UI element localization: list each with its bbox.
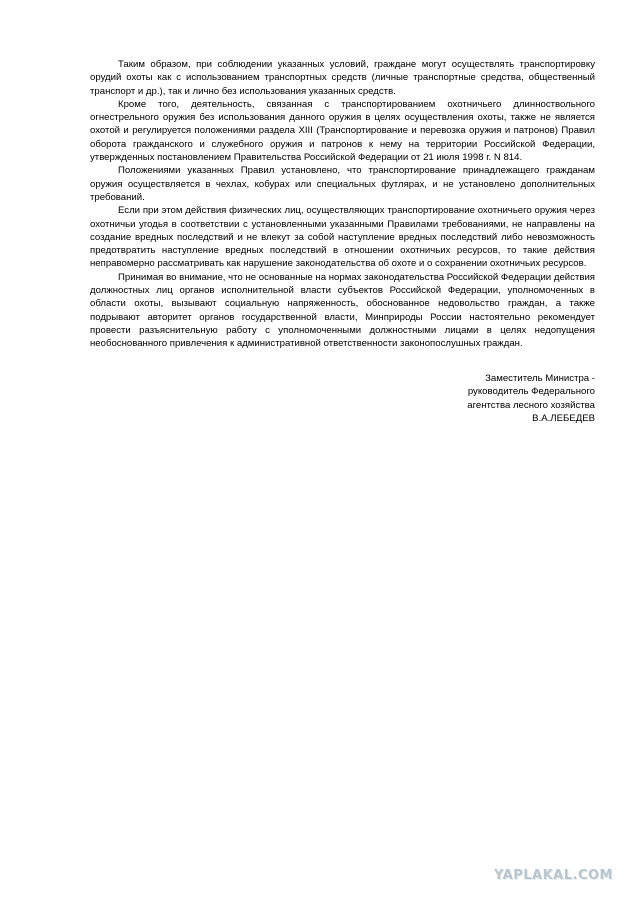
paragraph-hunting-grounds: Если при этом действия физических лиц, осуществляющих транспортирование охотничьего оружия через охотничьи угодья в соответствии с установленными указанными Правилами требованиями, не направлены на создание вредных последствий и не влекут за собой наступление вредных последствий либо невозможность предотвратить наступление вредных последствий в отношении охотничьих ресурсов, то такие действия неправомерно рассматривать как нарушение законодательства об охоте и о сохранении охотничьих ресурсов. bbox=[90, 205, 595, 270]
signature-block bbox=[467, 372, 595, 425]
signature-title-line-3: агентства лесного хозяйства bbox=[467, 399, 595, 411]
paragraph-recommendation: Принимая во внимание, что не основанные на нормах законодательства Российской Федерации действия должностных лиц органов исполнительной власти субъектов Российской Федерации, уполномоченных в области охоты, вызывают социальную напряженность, обоснованное недовольство граждан, а также подрывают авторитет органов государственной власти, Минприроды России настоятельно рекомендует провести разъяснительную работу с уполномоченными должностными лицами в целях недопущения необоснованного привлечения к административной ответственности законопослушных граждан. bbox=[90, 271, 595, 350]
document-body bbox=[90, 58, 595, 351]
signature-title-line-2: руководитель Федерального bbox=[467, 386, 595, 398]
paragraph-transport-conditions: Таким образом, при соблюдении указанных условий, граждане могут осуществлять транспортировку орудий охоты как с использованием транспортных средств (личные транспортные средства, общественный транспорт и др.), так и лично без использования указанных средств. bbox=[90, 59, 595, 97]
paragraph-long-barrel-weapon: Кроме того, деятельность, связанная с транспортированием охотничьего длинноствольного огнестрельного оружия без использования данного оружия в целях осуществления охоты, также не является охотой и регулируется положениями раздела XIII (Транспортирование и перевозка оружия и патронов) Правил оборота гражданского и служебного оружия и патронов к нему на территории Российской Федерации, утвержденных постановлением Правительства Российской Федерации от 21 июля 1998 г. N 814. bbox=[90, 98, 595, 164]
signature-title-line-1: Заместитель Министра - bbox=[485, 373, 595, 384]
site-watermark: YAPLAKAL.COM bbox=[494, 868, 613, 883]
paragraph-rules-cases: Положениями указанных Правил установлено, что транспортирование принадлежащего гражданам оружия осуществляется в чехлах, кобурах или специальных футлярах, и не установлено дополнительных требований. bbox=[90, 165, 595, 203]
signature-name: В.А.ЛЕБЕДЕВ bbox=[532, 412, 595, 424]
